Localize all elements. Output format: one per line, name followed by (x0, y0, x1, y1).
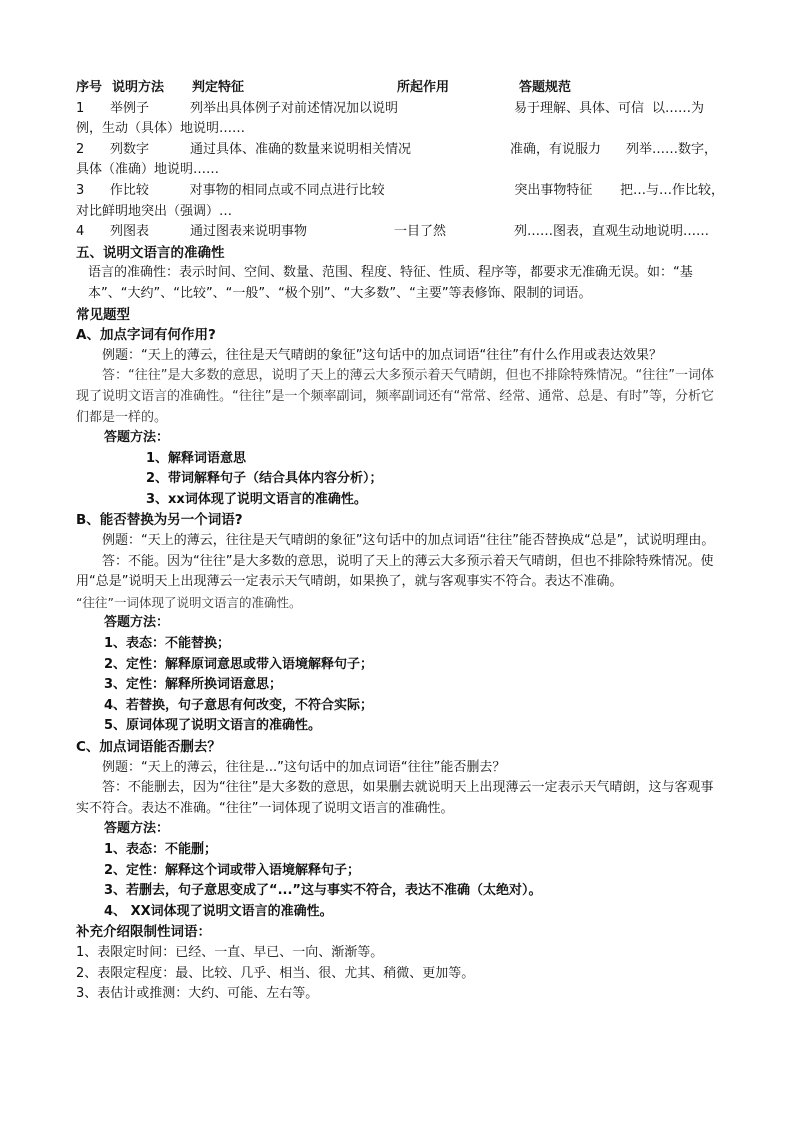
table-row (76, 140, 724, 161)
method-step: 4、 XX词体现了说明文语言的准确性。 (104, 903, 333, 919)
method-title: 答题方法： (104, 615, 170, 631)
row-continuation: 具体（准确）地说明…… (76, 162, 220, 178)
header-feature: 判定特征 (192, 80, 245, 95)
row-method: 列图表 (110, 224, 150, 240)
row-norm: 列举……数字， (626, 141, 718, 157)
row-effect: 突出事物特征 (514, 182, 593, 198)
question-a-answer: 答：“往往”是大多数的意思，说明了天上的薄云大多预示着天气晴朗，但也不排除特殊情况。“往往”一词体现了说明文语言的准确性。“往往”是一个频率副词，频率副词还有“常常、经常、通常、总是、有时”等，分析它们都是一样的。 (76, 368, 714, 425)
question-a-title: A、加点字词有何作用? (76, 327, 216, 344)
method-step: 2、定性：解释原词意思或带入语境解释句子； (104, 656, 374, 672)
question-a-example: 例题：“天上的薄云，往往是天气晴朗的象征”这句话中的加点词语“往往”有什么作用或表达效果？ (102, 347, 662, 363)
row-norm: 列……图表，直观生动地说明…… (514, 224, 710, 240)
question-c-answer: 答：不能删去，因为“往往”是大多数的意思，如果删去就说明天上出现薄云一定表示天气晴朗，这与客观事实不符合。表达不准确。“往往”一词体现了说明文语言的准确性。 (76, 780, 714, 816)
row-feature: 通过具体、准确的数量来说明相关情况 (190, 141, 412, 157)
table-row (76, 222, 724, 243)
table-row (76, 99, 724, 120)
row-feature: 列举出具体例子对前述情况加以说明 (190, 100, 399, 116)
row-continuation: 例，生动（具体）地说明…… (76, 121, 246, 137)
method-step: 4、若替换，句子意思有何改变，不符合实际； (104, 697, 374, 713)
question-b-answer-end: “往往”一词体现了说明文语言的准确性。 (76, 594, 302, 610)
supplement-title: 补充介绍限制性词语： (76, 924, 211, 941)
row-effect: 一目了然 (394, 224, 447, 240)
row-continuation: 对比鲜明地突出（强调）… (76, 203, 233, 219)
document-page (76, 78, 724, 1005)
row-effect: 易于理解、具体、可信 (514, 100, 645, 116)
method-step: 1、表态：不能替换； (104, 636, 231, 652)
question-c-title: C、加点词语能否删去？ (76, 739, 221, 755)
common-types-heading: 常见题型 (76, 306, 130, 323)
table-header (76, 78, 724, 99)
row-method: 列数字 (110, 141, 150, 157)
method-step: 1、表态：不能删； (104, 841, 218, 857)
method-title: 答题方法： (104, 430, 170, 446)
method-title: 答题方法： (104, 821, 170, 837)
supplement-item: 2、表限定程度：最、比较、几乎、相当、很、尤其、稍微、更加等。 (76, 965, 475, 981)
row-num: 3 (76, 182, 85, 198)
row-method: 作比较 (109, 182, 149, 198)
question-b-answer: 答：不能。因为“往往”是大多数的意思，说明了天上的薄云大多预示着天气晴朗，但也不排除特殊情况。使用“总是”说明天上出现薄云一定表示天气晴朗，如果换了，就与客观事实不符合。表达不准确。 (76, 553, 714, 590)
header-method: 说明方法 (112, 80, 165, 95)
method-step: 3、定性：解释所换词语意思； (104, 677, 283, 693)
section-title: 五、说明文语言的准确性 (76, 244, 225, 261)
row-num: 2 (76, 141, 85, 157)
supplement-item: 1、表限定时间：已经、一直、早已、一向、渐渐等。 (76, 944, 384, 960)
header-effect: 所起作用 (397, 80, 450, 95)
method-step: 3、xx词体现了说明文语言的准确性。 (146, 491, 367, 507)
header-norm: 答题规范 (519, 80, 572, 95)
question-b-example: 例题：“天上的薄云，往往是天气晴朗的象征”这句话中的加点词语“往往”能否替换成“总是”，试说明理由。 (102, 533, 715, 549)
method-step: 1、解释词语意思 (146, 450, 247, 466)
question-c-example: 例题：“天上的薄云，往往是...”这句话中的加点词语“往往”能否删去？ (102, 759, 506, 775)
supplement-item: 3、表估计或推测：大约、可能、左右等。 (76, 986, 319, 1002)
table-row (76, 181, 724, 202)
question-b-title: B、能否替换为另一个词语? (76, 512, 243, 529)
row-num: 1 (76, 100, 85, 116)
row-effect: 准确，有说服力 (510, 141, 602, 157)
method-step: 2、定性：解释这个词或带入语境解释句子； (104, 862, 361, 878)
header-num: 序号 (76, 80, 103, 95)
row-norm: 以……为 (652, 100, 705, 116)
method-step: 2、带词解释句子（结合具体内容分析）； (146, 471, 383, 487)
row-method: 举例子 (110, 100, 150, 116)
row-feature: 对事物的相同点或不同点进行比较 (189, 182, 385, 198)
row-norm: 把…与…作比较， (619, 182, 724, 198)
method-step: 5、原词体现了说明文语言的准确性。 (104, 718, 322, 734)
method-step: 3、若删去，句子意思变成了“...”这与事实不符合，表达不准确（太绝对）。 (104, 883, 542, 899)
row-feature: 通过图表来说明事物 (190, 224, 308, 240)
row-num: 4 (76, 224, 85, 240)
section-body: 语言的准确性：表示时间、空间、数量、范围、程度、特征、性质、程序等，都要求无准确无误。如：“基本”、“大约”、“比较”、“一般”、“极个别”、“大多数”、“主要”等表修饰、限制的词语。 (88, 265, 693, 301)
